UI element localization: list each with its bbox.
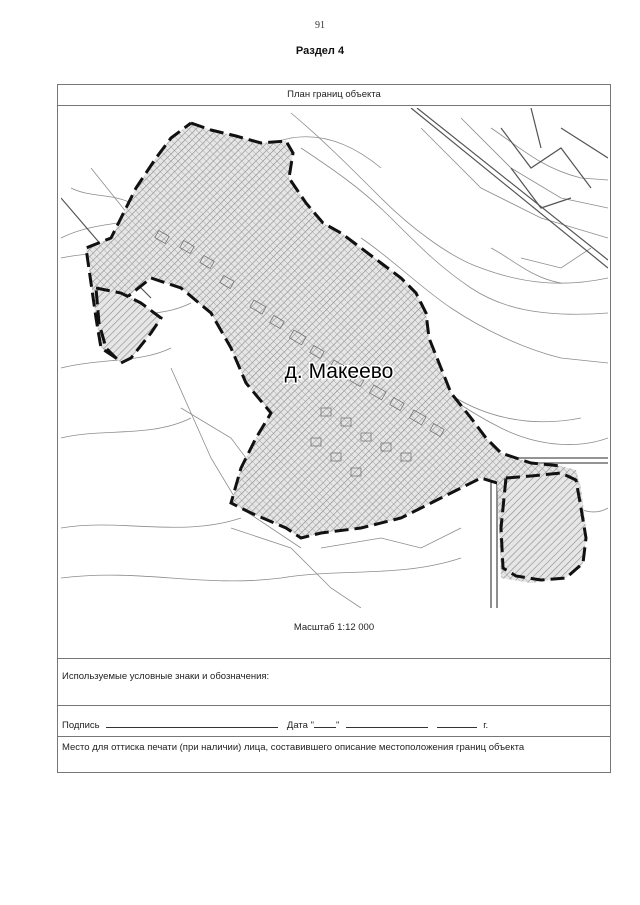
divider-legend (58, 658, 610, 659)
plan-header: План границ объекта (58, 85, 610, 106)
date-quote-close: " (335, 720, 340, 731)
signature-blank[interactable] (106, 718, 278, 728)
plan-frame (57, 84, 611, 773)
section-title: Раздел 4 (295, 45, 345, 57)
settlement-label: д. Макеево (284, 360, 394, 383)
signature-row (62, 718, 488, 731)
signature-label: Подпись (62, 720, 100, 731)
southeast-parcel-area (501, 473, 586, 580)
stamp-placeholder: Место для оттиска печати (при наличии) лица, составившего описание местоположения границ объекта (62, 742, 525, 753)
date-month-blank[interactable] (346, 718, 428, 728)
divider-signature (58, 705, 610, 706)
date-year-blank[interactable] (437, 718, 477, 728)
divider-stamp (58, 736, 610, 737)
page-number: 91 (315, 20, 325, 31)
boundary-map-svg (61, 108, 608, 608)
boundary-map (61, 108, 608, 608)
legend-label: Используемые условные знаки и обозначения: (62, 671, 270, 682)
year-suffix: г. (483, 720, 489, 731)
date-day-blank[interactable] (314, 718, 336, 728)
map-scale: Масштаб 1:12 000 (293, 622, 375, 633)
date-label: Дата " (286, 720, 314, 731)
